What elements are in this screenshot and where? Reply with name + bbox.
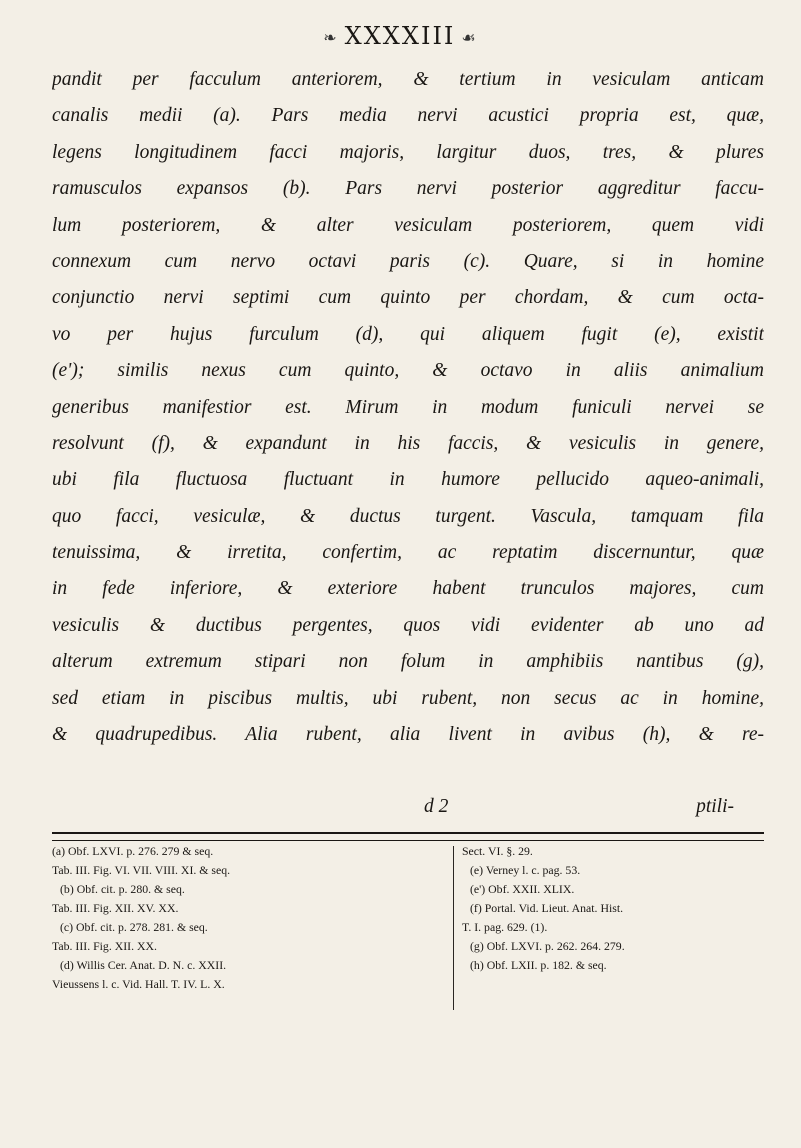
text-line: connexum cum nervo octavi paris (c). Quare, si in homine [52,250,764,272]
text-line [52,753,764,789]
column-divider [453,846,454,1010]
text-line: lum posteriorem, & alter vesiculam posteriorem, quem vidi [52,214,764,236]
catch-line [52,796,764,832]
text-line: ramusculos expansos (b). Pars nervi posterior aggreditur faccu- [52,178,764,200]
text-line: conjunctio nervi septimi cum quinto per chordam, & cum octa- [52,287,764,309]
text-line: (e'); similis nexus cum quinto, & octavo in aliis animalium [52,360,764,382]
catchword: ptili- [696,796,734,817]
footnote-line: (a) Obf. LXVI. p. 276. 279 & seq. [52,844,214,858]
footnote-line: Tab. III. Fig. XII. XX. [52,939,157,953]
text-line: in fede inferiore, & exteriore habent trunculos majores, cum [52,578,764,600]
text-line: pandit per facculum anteriorem, & tertium in vesiculam anticam [52,69,764,90]
page-number: XXXXIII [344,22,456,50]
text-line: vo per hujus furculum (d), qui aliquem fugit (e), existit [52,323,764,345]
header-ornament-right-icon: ☙ [461,28,478,47]
page-header [0,22,801,50]
footnote-rule [52,832,764,841]
footnote-line: (e) Verney l. c. pag. 53. [470,863,581,877]
text-line: alterum extremum stipari non folum in amphibiis nantibus (g), [52,651,764,673]
footnotes-left-column [52,842,444,994]
text-line: vesiculis & ductibus pergentes, quos vidi evidenter ab uno ad [52,614,764,636]
text-line: canalis medii (a). Pars media nervi acustici propria est, quæ, [52,105,764,127]
text-line: resolvunt (f), & expandunt in his faccis, & vesiculis in genere, [52,432,764,454]
footnote-line: (h) Obf. LXII. p. 182. & seq. [470,958,607,972]
text-line: sed etiam in piscibus multis, ubi rubent, non secus ac in homine, [52,687,764,709]
footnote-line: Tab. III. Fig. VI. VII. VIII. XI. & seq. [52,863,231,877]
text-line: quo facci, vesiculæ, & ductus turgent. Vascula, tamquam fila [52,505,764,527]
signature-mark: d 2 [424,796,449,817]
footnote-line: (d) Willis Cer. Anat. D. N. c. XXII. [60,958,227,972]
footnote-line: T. I. pag. 629. (1). [462,920,548,934]
footnote-line: (c) Obf. cit. p. 278. 281. & seq. [60,920,208,934]
header-ornament-left-icon: ❧ [323,28,339,47]
footnote-line: (f) Portal. Vid. Lieut. Anat. Hist. [470,901,624,915]
footnote-line: (e') Obf. XXII. XLIX. [470,882,575,896]
footnotes-right-column [462,842,764,975]
footnote-line: Sect. VI. §. 29. [462,844,533,858]
footnote-line: Vieussens l. c. Vid. Hall. T. IV. L. X. [52,977,225,991]
main-text [52,62,764,790]
footnote-line: (b) Obf. cit. p. 280. & seq. [60,882,185,896]
footnote-line: Tab. III. Fig. XII. XV. XX. [52,901,179,915]
footnote-line: (g) Obf. LXVI. p. 262. 264. 279. [470,939,625,953]
text-line: legens longitudinem facci majoris, largitur duos, tres, & plures [52,141,764,163]
text-line: ubi fila fluctuosa fluctuant in humore pellucido aqueo-animali, [52,469,764,491]
text-line: tenuissima, & irretita, confertim, ac reptatim discernuntur, quæ [52,542,764,564]
text-line: generibus manifestior est. Mirum in modum funiculi nervei se [52,396,764,418]
text-line: & quadrupedibus. Alia rubent, alia livent in avibus (h), & re- [52,724,764,746]
